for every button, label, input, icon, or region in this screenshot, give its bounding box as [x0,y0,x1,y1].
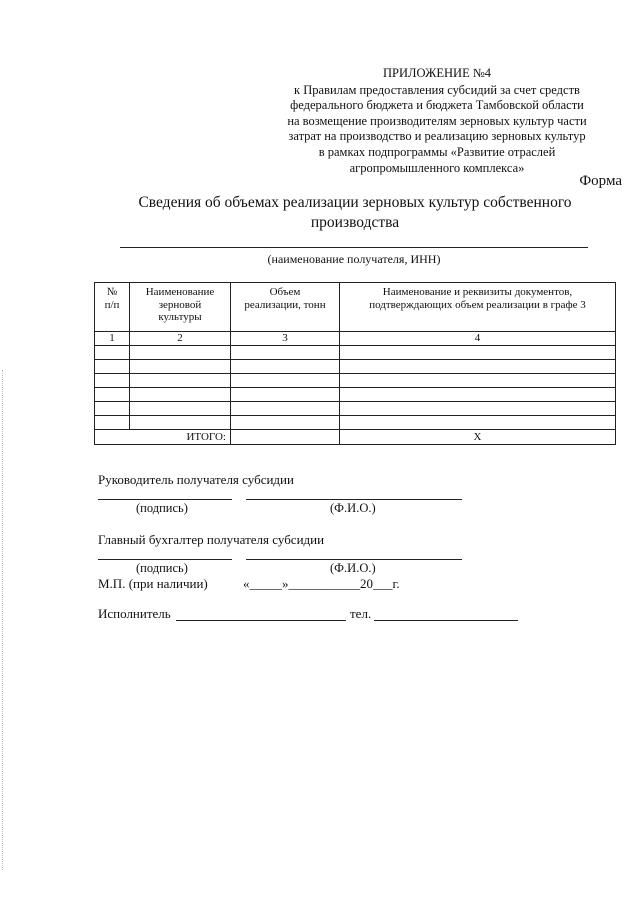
sales-volume-table [94,282,616,445]
table-cell[interactable] [95,388,130,402]
table-cell[interactable] [340,374,616,388]
table-row[interactable] [95,360,616,374]
table-cell[interactable] [130,346,231,360]
table-cell[interactable] [340,346,616,360]
total-row [95,430,616,445]
executor-name-line[interactable] [176,620,346,621]
table-cell[interactable] [95,360,130,374]
table-row[interactable] [95,346,616,360]
table-cell[interactable] [231,402,340,416]
phone-line[interactable] [374,620,518,621]
scan-margin-artifact [2,370,5,870]
executor-label: Исполнитель [98,606,171,621]
appendix-line: затрат на производство и реализацию зерновых культур [288,129,586,144]
column-number: 4 [340,332,616,346]
table-row[interactable] [95,388,616,402]
table-cell[interactable] [130,360,231,374]
table-header-row [95,283,616,332]
table-cell[interactable] [95,402,130,416]
stamp-label: М.П. (при наличии) [98,576,208,591]
total-mark: Х [340,430,616,445]
table-cell[interactable] [340,360,616,374]
accountant-signature-caption: (подпись) [136,561,188,575]
column-number-row [95,332,616,346]
head-title: Руководитель получателя субсидии [98,472,294,487]
table-cell[interactable] [130,402,231,416]
head-signature-line[interactable] [98,499,232,500]
table-cell[interactable] [340,402,616,416]
column-number: 1 [95,332,130,346]
recipient-input-line[interactable] [120,247,588,248]
table-cell[interactable] [231,374,340,388]
header-documents: Наименование и реквизиты документов, подтверждающих объем реализации в графе 3 [340,283,616,332]
table-row[interactable] [95,374,616,388]
accountant-name-line[interactable] [246,559,462,560]
appendix-title: ПРИЛОЖЕНИЕ №4 [382,66,492,80]
head-signature-caption: (подпись) [136,501,188,515]
recipient-caption: (наименование получателя, ИНН) [267,252,441,266]
head-name-caption: (Ф.И.О.) [330,501,376,515]
table-row[interactable] [95,402,616,416]
column-number: 2 [130,332,231,346]
table-cell[interactable] [130,388,231,402]
table-cell[interactable] [130,374,231,388]
table-cell[interactable] [130,416,231,430]
table-row[interactable] [95,416,616,430]
table-cell[interactable] [95,346,130,360]
document-title-line: производства [310,214,400,231]
appendix-line: на возмещение производителям зерновых культур части [287,113,587,128]
table-cell[interactable] [340,388,616,402]
table-cell[interactable] [95,416,130,430]
table-cell[interactable] [231,416,340,430]
date-field[interactable]: «_____»___________20___г. [243,576,400,591]
table-cell[interactable] [95,374,130,388]
phone-label: тел. [350,606,372,621]
total-label: ИТОГО: [95,430,231,445]
column-number: 3 [231,332,340,346]
appendix-line: к Правилам предоставления субсидий за счет средств [294,82,580,97]
appendix-line: федерального бюджета и бюджета Тамбовской области [290,98,584,113]
accountant-title: Главный бухгалтер получателя субсидии [98,532,325,547]
appendix-line: в рамках подпрограммы «Развитие отраслей [318,144,556,159]
table-cell[interactable] [340,416,616,430]
form-label: Форма [579,173,622,189]
total-volume-cell[interactable] [231,430,340,445]
document-title-line: Сведения об объемах реализации зерновых культур собственного [138,194,572,211]
document-title [120,193,590,233]
accountant-signature-line[interactable] [98,559,232,560]
appendix-header [262,66,612,176]
head-name-line[interactable] [246,499,462,500]
appendix-line: агропромышленного комплекса» [349,160,525,175]
header-crop-name: Наименование зерновой культуры [130,283,231,332]
header-sales-volume: Объем реализации, тонн [231,283,340,332]
table-cell[interactable] [231,346,340,360]
table-cell[interactable] [231,388,340,402]
table-cell[interactable] [231,360,340,374]
accountant-name-caption: (Ф.И.О.) [330,561,376,575]
header-number: № п/п [95,283,130,332]
